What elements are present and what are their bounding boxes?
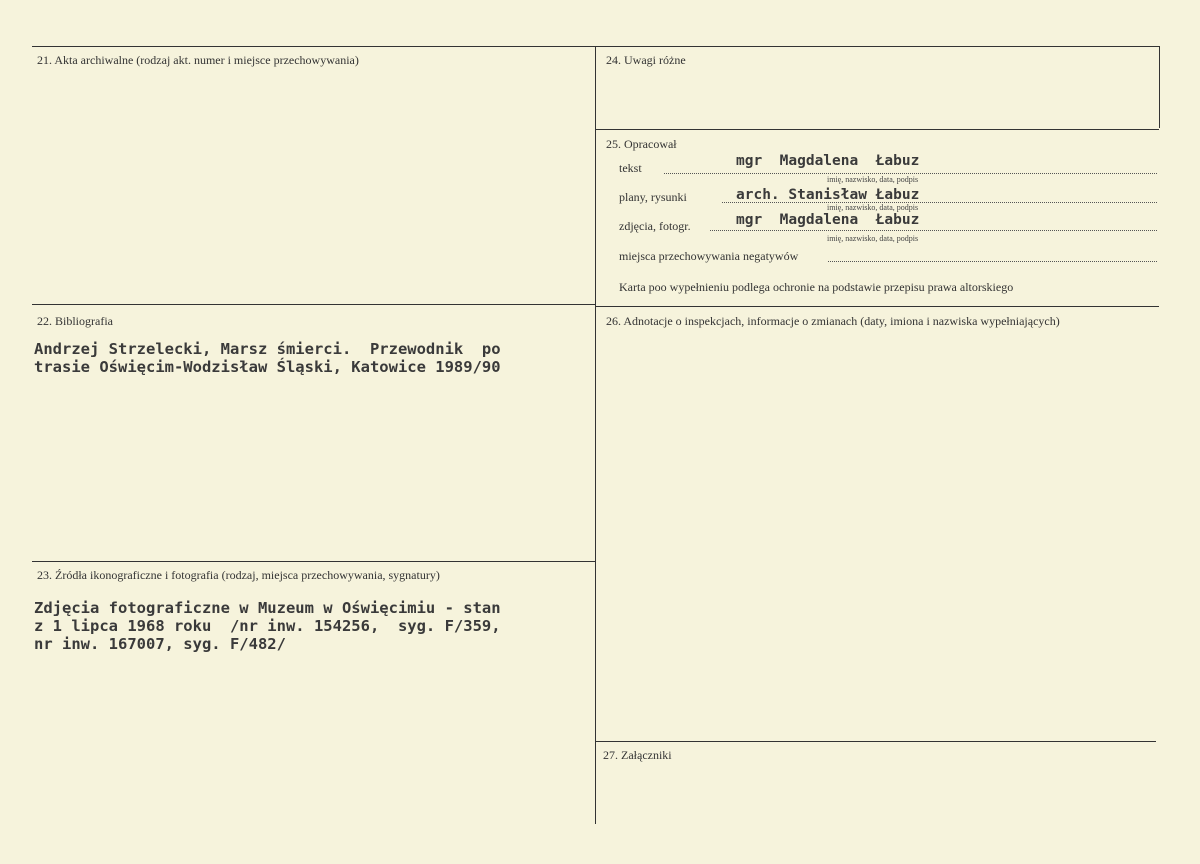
sources-line-1: Zdjęcia fotograficzne w Muzeum w Oświęcimiu - stan [34, 599, 501, 617]
negatives-line [828, 261, 1157, 262]
negatives-label: miejsca przechowywania negatywów [619, 249, 799, 263]
section-25-label: 25. Opracował [606, 137, 677, 151]
section-21-label: 21. Akta archiwalne (rodzaj akt. numer i miejsce przechowywania) [37, 53, 359, 67]
row-zdjecia-value: mgr Magdalena Łabuz [736, 212, 920, 228]
row-tekst-hint: imię, nazwisko, data, podpis [827, 175, 919, 184]
sources-line-3: nr inw. 167007, syg. F/482/ [34, 635, 286, 653]
center-divider [595, 46, 596, 824]
rule-25-26 [596, 306, 1159, 307]
section-24-label: 24. Uwagi różne [606, 53, 686, 67]
rule-22-23 [32, 561, 596, 562]
sources-line-2: z 1 lipca 1968 roku /nr inw. 154256, syg. F/359, [34, 617, 501, 635]
rule-24-25 [596, 129, 1159, 130]
bibliography-line-2: trasie Oświęcim-Wodzisław Śląski, Katowice 1989/90 [34, 358, 501, 376]
row-zdjecia-line [710, 230, 1157, 231]
row-zdjecia-hint: imię, nazwisko, data, podpis [827, 234, 919, 243]
row-plany-value: arch. Stanisław Łabuz [736, 187, 920, 203]
bibliography-line-1: Andrzej Strzelecki, Marsz śmierci. Przewodnik po [34, 340, 501, 358]
rule-21-22 [32, 304, 596, 305]
right-border [1159, 46, 1160, 128]
section-26-label: 26. Adnotacje o inspekcjach, informacje o zmianach (daty, imiona i nazwiska wypełniających) [606, 314, 1060, 328]
row-plany-hint: imię, nazwisko, data, podpis [827, 203, 919, 212]
rule-26-27 [596, 741, 1156, 742]
row-tekst-label: tekst [619, 161, 642, 175]
row-plany-label: plany, rysunki [619, 190, 687, 204]
section-27-label: 27. Załączniki [603, 748, 672, 762]
row-zdjecia-label: zdjęcia, fotogr. [619, 219, 691, 233]
copyright-note: Karta poo wypełnieniu podlega ochronie na podstawie przepisu prawa altorskiego [619, 280, 1014, 294]
row-tekst-line [664, 173, 1157, 174]
section-23-label: 23. Źródła ikonograficzne i fotografia (rodzaj, miejsca przechowywania, sygnatury) [37, 568, 440, 582]
section-22-label: 22. Bibliografia [37, 314, 113, 328]
row-tekst-value: mgr Magdalena Łabuz [736, 153, 920, 169]
